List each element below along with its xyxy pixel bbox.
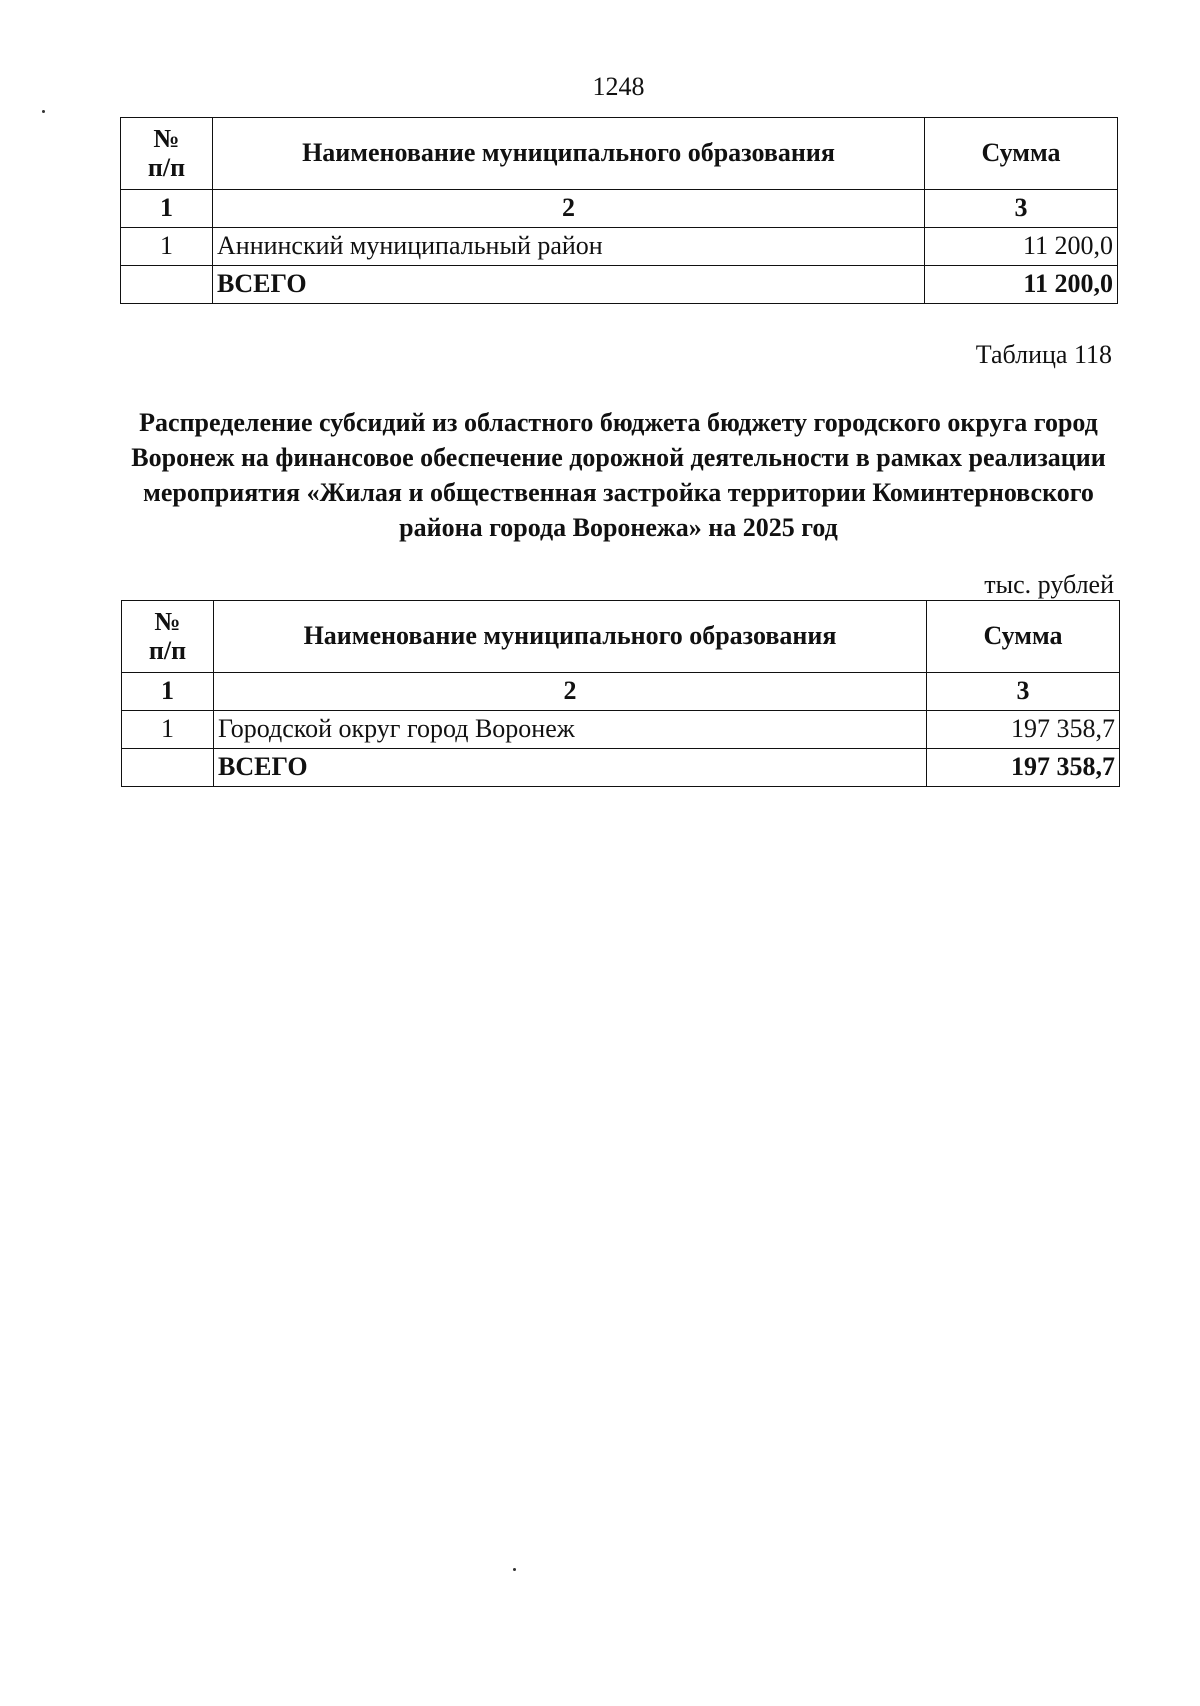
column-number-2: 2 [213,190,925,228]
table-caption: Таблица 118 [975,340,1112,369]
unit-label: тыс. рублей [984,570,1114,599]
table-1 [120,117,1118,304]
table-2 [121,600,1120,787]
row-number: 1 [121,228,213,266]
scan-speck [513,1568,516,1571]
table-header-row [122,601,1120,673]
header-sum: Сумма [925,118,1118,190]
column-number-3: 3 [927,673,1120,711]
total-sum: 11 200,0 [925,266,1118,304]
total-label: ВСЕГО [214,749,927,787]
header-name: Наименование муниципального образования [213,118,925,190]
scan-speck [42,110,45,113]
column-number-3: 3 [925,190,1118,228]
column-number-row [122,673,1120,711]
table-row [121,228,1118,266]
row-sum: 197 358,7 [927,711,1120,749]
row-number: 1 [122,711,214,749]
page-number: 1248 [592,72,645,101]
column-number-1: 1 [122,673,214,711]
total-sum: 197 358,7 [927,749,1120,787]
table-header-row [121,118,1118,190]
row-sum: 11 200,0 [925,228,1118,266]
row-name: Аннинский муниципальный район [213,228,925,266]
header-number: № п/п [122,601,214,673]
header-number: № п/п [121,118,213,190]
table-row [122,711,1120,749]
total-row [121,266,1118,304]
column-number-2: 2 [214,673,927,711]
column-number-1: 1 [121,190,213,228]
total-empty-cell [122,749,214,787]
header-sum: Сумма [927,601,1120,673]
total-row [122,749,1120,787]
header-name: Наименование муниципального образования [214,601,927,673]
table-title: Распределение субсидий из областного бюджета бюджету городского округа город Воронеж на финансовое обеспечение дорожной деятельности в рамках реализации мероприятия «Жилая и общественная застройка территории Коминтерновского района города Воронежа» на 2025 год [131,408,1106,542]
total-label: ВСЕГО [213,266,925,304]
row-name: Городской округ город Воронеж [214,711,927,749]
total-empty-cell [121,266,213,304]
column-number-row [121,190,1118,228]
